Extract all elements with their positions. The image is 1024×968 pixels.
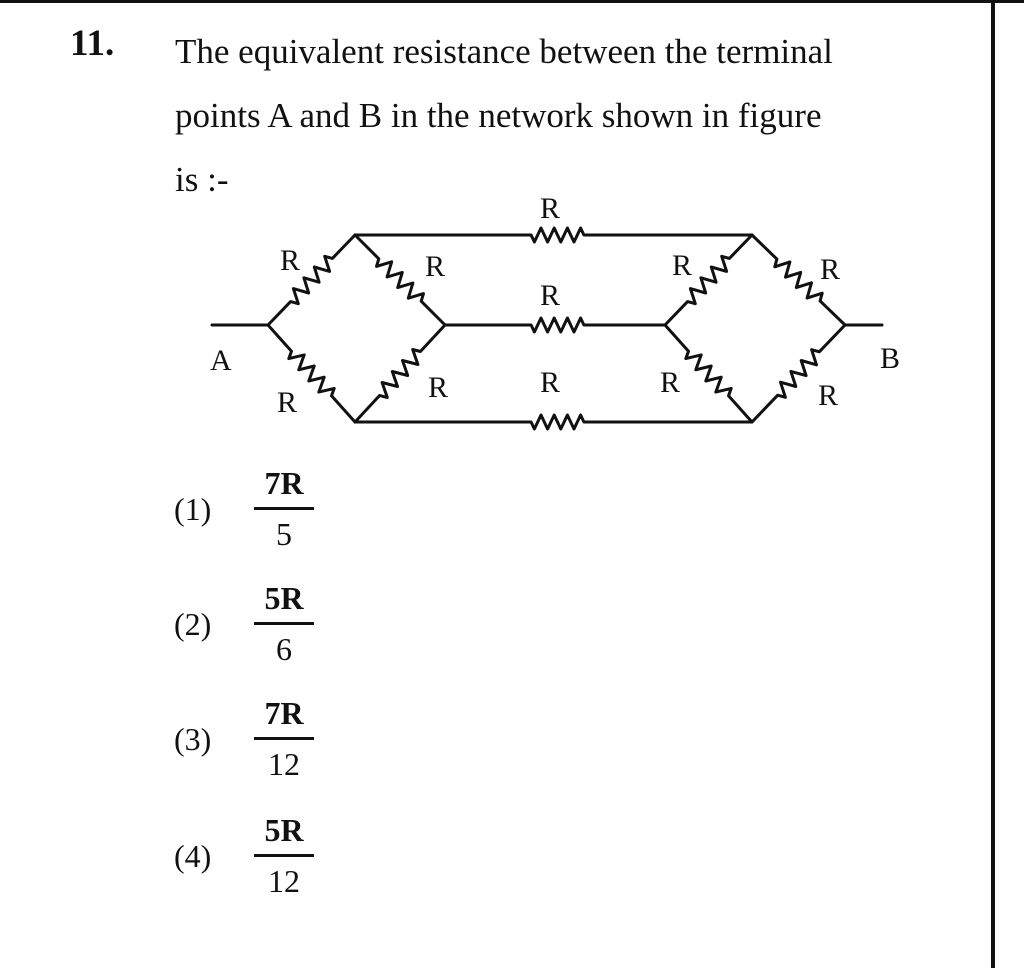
option-3-value (254, 695, 314, 782)
label-right-upper-inner: R (672, 249, 693, 282)
option-2-value (254, 580, 314, 667)
label-left-lower-inner: R (428, 371, 449, 404)
question-number: 11. (70, 23, 115, 64)
label-b-bottom: R (818, 379, 839, 412)
fraction-bar (254, 507, 314, 510)
label-right-lower-inner: R (660, 366, 681, 399)
page-right-border (991, 0, 995, 968)
option-1-value (254, 465, 314, 552)
option-4-value (254, 812, 314, 899)
option-1-label: (1) (174, 491, 212, 527)
option-1-numerator: 7R (264, 465, 304, 501)
label-top-rail: R (540, 192, 561, 225)
option-1-denominator: 5 (276, 516, 292, 552)
fraction-bar (254, 854, 314, 857)
resistor-bottom-rail (515, 415, 600, 429)
terminal-a-label: A (210, 344, 232, 377)
option-2-numerator: 5R (264, 580, 304, 616)
question-line-2: points A and B in the network shown in figure (175, 96, 822, 135)
fraction-bar (254, 737, 314, 740)
label-b-top: R (820, 253, 841, 286)
question-line-1: The equivalent resistance between the terminal (175, 32, 833, 71)
option-4-numerator: 5R (264, 812, 304, 848)
option-4-label: (4) (174, 838, 212, 874)
label-middle-rail: R (540, 279, 561, 312)
circuit-diagram (195, 180, 935, 450)
option-2-label: (2) (174, 606, 212, 642)
option-3-numerator: 7R (264, 695, 304, 731)
terminal-b-label: B (880, 342, 901, 375)
label-a-top: R (280, 244, 301, 277)
page-top-border (0, 0, 1024, 3)
question-line-3: is :- (175, 160, 229, 199)
resistor-top-rail (515, 228, 600, 242)
label-a-bottom: R (277, 386, 298, 419)
option-3-denominator: 12 (268, 746, 300, 782)
label-left-upper-inner: R (425, 250, 446, 283)
option-4-denominator: 12 (268, 863, 300, 899)
option-2-denominator: 6 (276, 631, 292, 667)
resistor-middle-rail (515, 318, 600, 332)
option-3-label: (3) (174, 721, 212, 757)
label-bottom-rail: R (540, 366, 561, 399)
fraction-bar (254, 622, 314, 625)
